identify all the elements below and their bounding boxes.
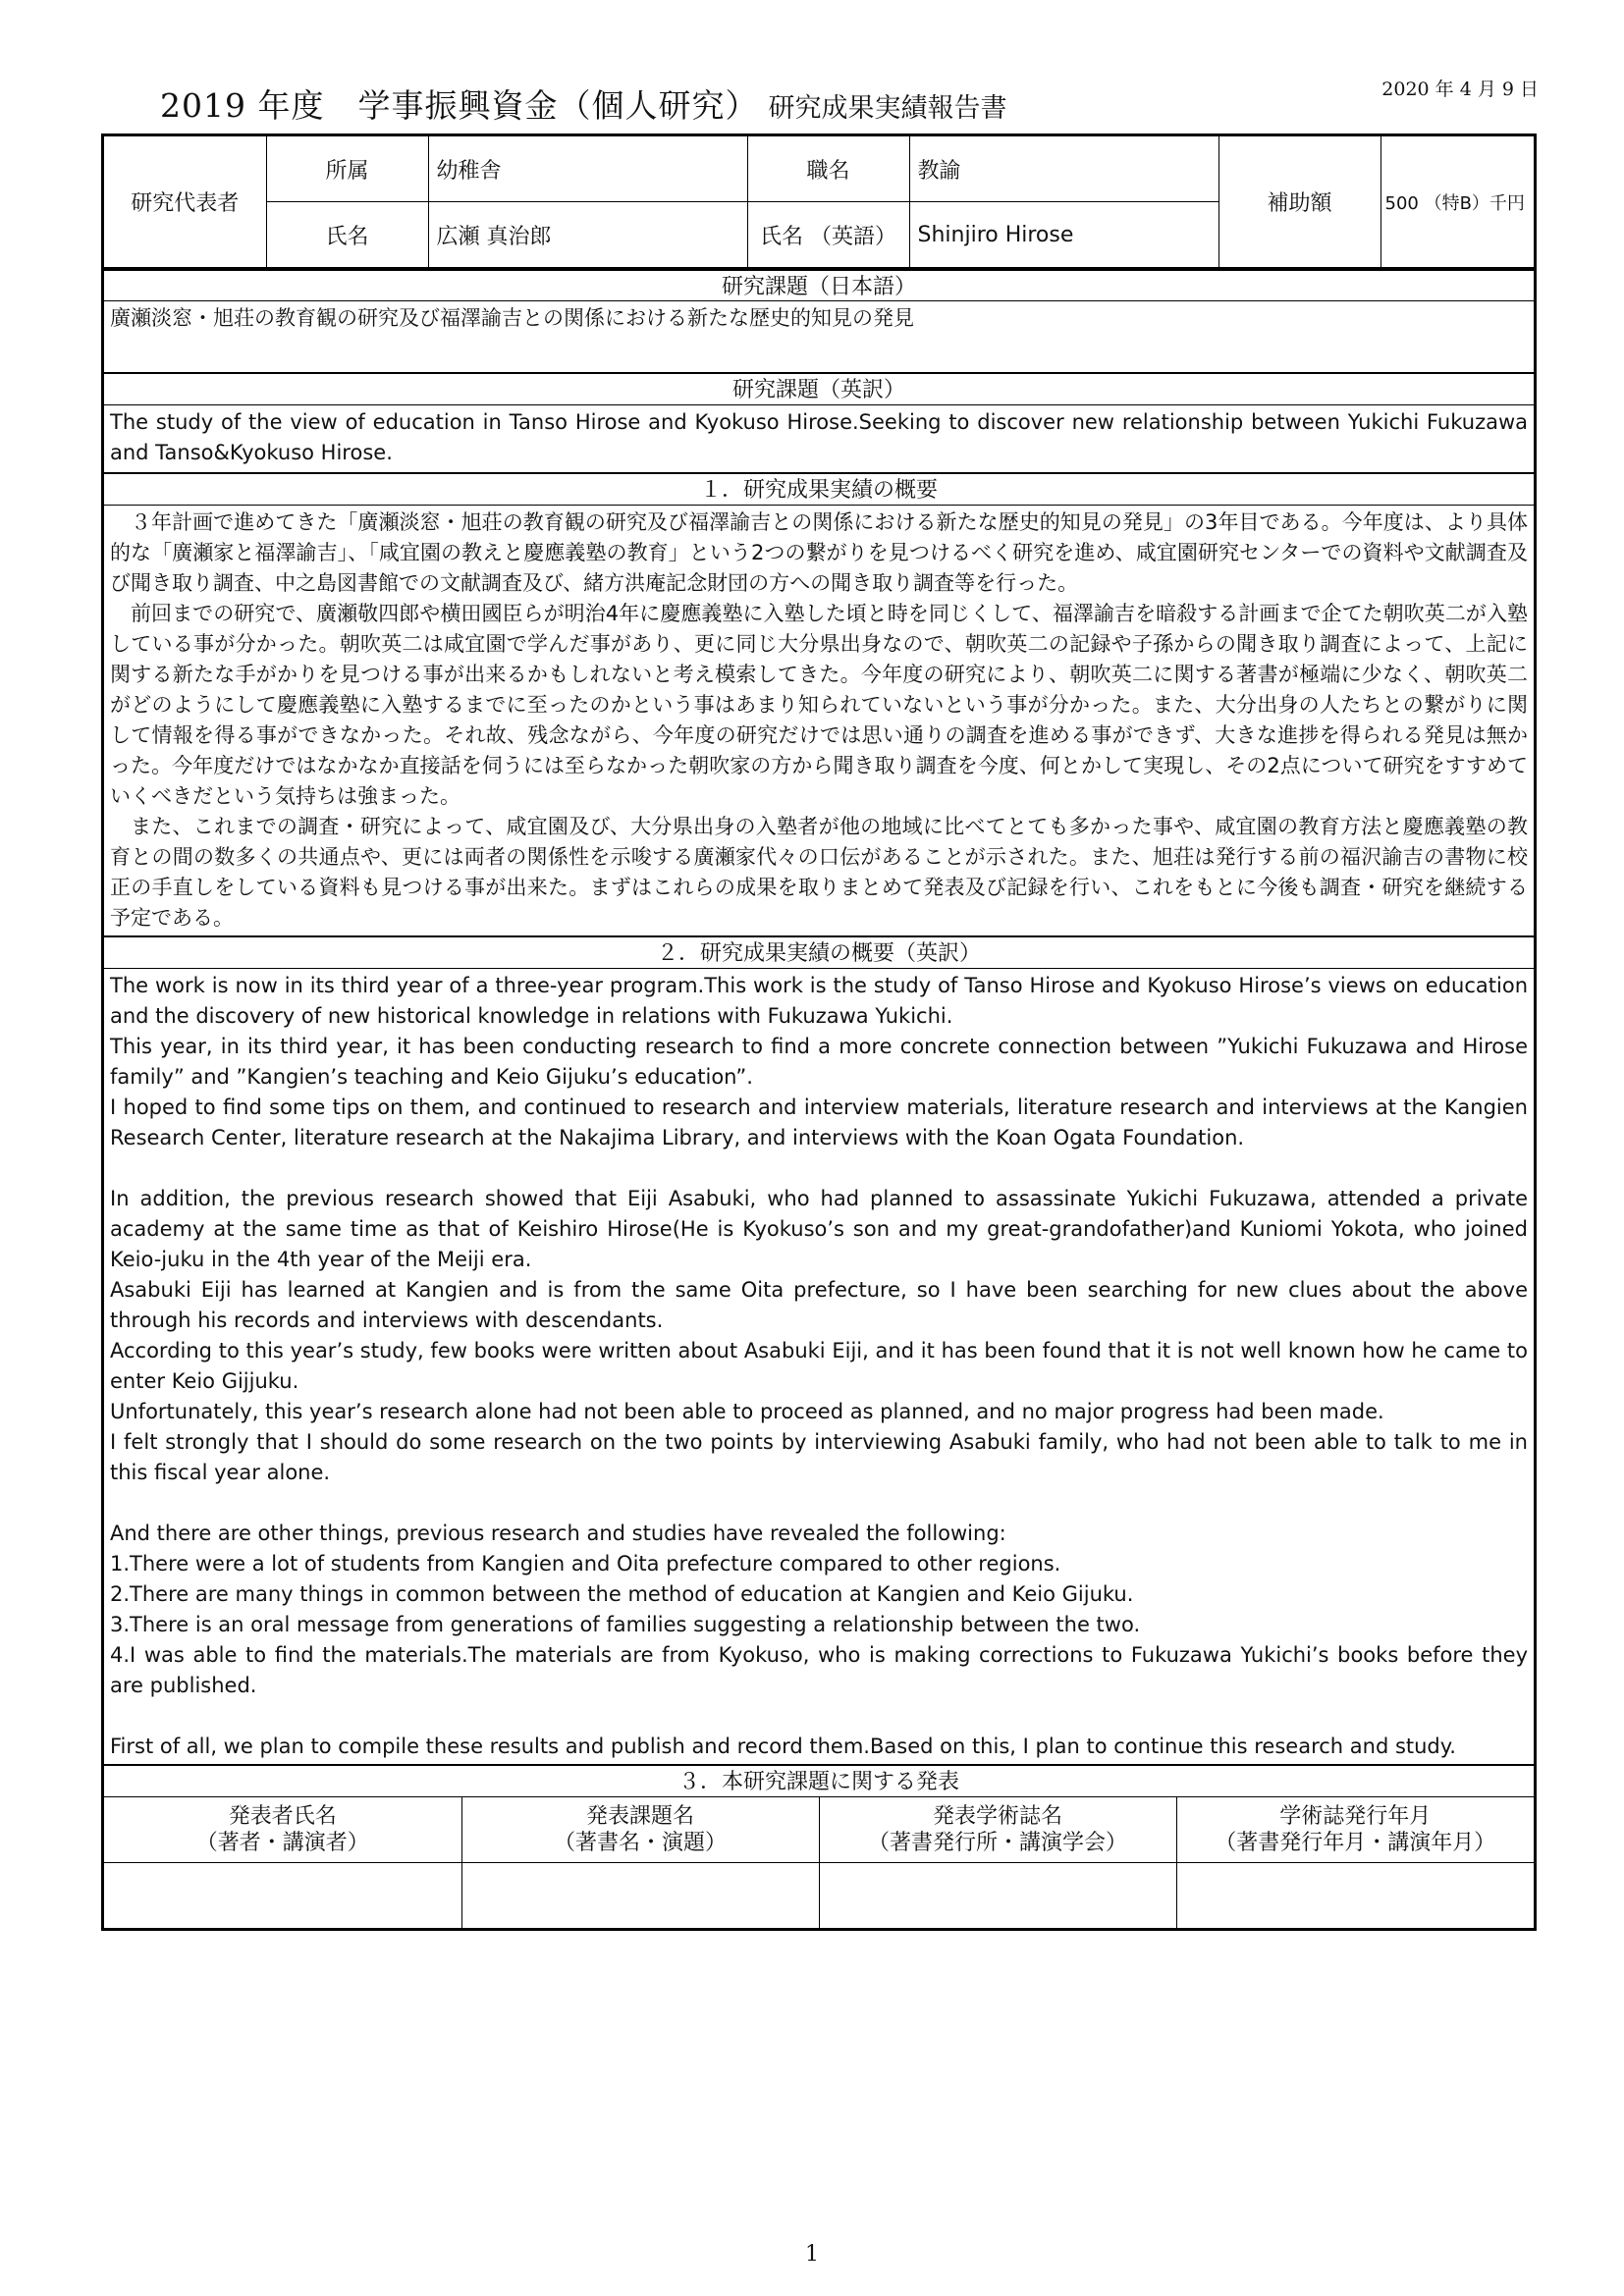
header-table [104,136,1534,268]
affiliation-value: 幼稚舎 [428,136,747,202]
publications-label: ３．本研究課題に関する発表 [104,1764,1534,1797]
name-en-value: Shinjiro Hirose [909,202,1218,268]
name-label: 氏名 [266,202,428,268]
affiliation-label: 所属 [266,136,428,202]
title-main: 2019 年度 学事振興資金（個人研究） [160,86,759,125]
pub-col-journal: 発表学術誌名 （著書発行所・講演学会） [819,1797,1176,1863]
page-number: 1 [805,2242,819,2267]
name-value: 広瀬 真治郎 [428,202,747,268]
page-title [160,80,1006,127]
position-label: 職名 [747,136,909,202]
summary-en-paragraph: This year, in its third year, it has been conducting research to find a more concrete connection between ”Yukichi Fukuzawa and Hirose family” and ”Kangien’s teaching and Keio Gijuku’s education”. [110,1035,1528,1089]
summary-jp-label: １．研究成果実績の概要 [104,472,1534,506]
theme-jp-text: 廣瀬淡窓・旭荘の教育観の研究及び福澤諭吉との関係における新たな歴史的知見の発見 [110,306,914,330]
summary-jp-paragraph: ３年計画で進めてきた「廣瀬淡窓・旭荘の教育観の研究及び福澤諭吉との関係における新たな歴史的知見の発見」の3年目である。今年度は、より具体的な「廣瀬家と福澤諭吉」、「咸宜園の教えと慶應義塾の教育」という2つの繋がりを見つけるべく研究を進め、咸宜園研究センターでの資料や文献調査及び聞き取り調査、中之島図書館での文献調査及び、緒方洪庵記念財団の方への聞き取り調査等を行った。 [110,510,1528,595]
summary-en-paragraph: I felt strongly that I should do some research on the two points by interviewing Asabuki family, who had not been able to talk to me in this fiscal year alone. [110,1430,1528,1484]
summary-en-paragraph: First of all, we plan to compile these results and publish and record them.Based on this, I plan to continue this research and study. [110,1735,1456,1758]
summary-en-paragraph: And there are other things, previous research and studies have revealed the following: [110,1522,1006,1545]
report-form [101,133,1537,1931]
summary-en-paragraph: According to this year’s study, few books were written about Asabuki Eiji, and it has been found that it is not well known how he came to enter Keio Gijjuku. [110,1339,1528,1393]
summary-en-paragraph: The work is now in its third year of a three-year program.This work is the study of Tanso Hirose and Kyokuso Hirose’s views on education and the discovery of new historical knowledge in relations with Fukuzawa Yukichi. [110,974,1528,1028]
summary-en-paragraph: Asabuki Eiji has learned at Kangien and is from the same Oita prefecture, so I have been searching for new clues about the above through his records and interviews with descendants. [110,1278,1528,1332]
pub-cell-empty [1176,1863,1534,1929]
summary-en-paragraph [110,1488,1528,1519]
pub-col-title: 発表課題名 （著書名・演題） [461,1797,819,1863]
name-en-label: 氏名 （英語） [747,202,909,268]
summary-jp-paragraph: また、これまでの調査・研究によって、咸宜園及び、大分県出身の入塾者が他の地域に比べてとても多かった事や、咸宜園の教育方法と慶應義塾の教育との間の数多くの共通点や、更には両者の関係性を示唆する廣瀬家代々の口伝があることが示された。また、旭荘は発行する前の福沢諭吉の書物に校正の手直しをしている資料も見つける事が出来た。まずはこれらの成果を取りまとめて発表及び記録を行い、これをもとに今後も調査・研究を継続する予定である。 [110,815,1528,930]
publications-table [104,1797,1534,1928]
pub-cell-empty [104,1863,461,1929]
title-sub: 研究成果実績報告書 [768,93,1007,124]
position-value: 教諭 [909,136,1218,202]
grant-label: 補助額 [1218,136,1380,268]
summary-en-paragraph: 4.I was able to find the materials.The materials are from Kyokuso, who is making corrections to Fukuzawa Yukichi’s books before they are published. [110,1643,1528,1697]
summary-en-paragraph: Unfortunately, this year’s research alone had not been able to proceed as planned, and no major progress had been made. [110,1400,1384,1423]
report-date: 2020 年 4 月 9 日 [1381,79,1539,100]
grant-value: 500 （特B）千円 [1380,136,1534,268]
summary-en-paragraph: 1.There were a lot of students from Kangien and Oita prefecture compared to other regions. [110,1552,1061,1575]
theme-en-label: 研究課題（英訳） [104,372,1534,405]
theme-jp-label: 研究課題（日本語） [104,268,1534,301]
summary-jp-text [104,506,1534,935]
pub-col-presenter: 発表者氏名 （著者・講演者） [104,1797,461,1863]
representative-label: 研究代表者 [104,136,266,268]
summary-en-paragraph: 2.There are many things in common between the method of education at Kangien and Keio Gijuku. [110,1582,1134,1606]
summary-en-label: ２．研究成果実績の概要（英訳） [104,935,1534,969]
pub-cell-empty [461,1863,819,1929]
pub-col-date: 学術誌発行年月 （著書発行年月・講演年月） [1176,1797,1534,1863]
summary-en-paragraph: 3.There is an oral message from generations of families suggesting a relationship between the two. [110,1613,1141,1636]
summary-en-paragraph [110,1701,1528,1732]
theme-en-text: The study of the view of education in Tanso Hirose and Kyokuso Hirose.Seeking to discover new relationship between Yukichi Fukuzawa and Tanso&Kyokuso Hirose. [110,410,1528,464]
summary-en-paragraph: In addition, the previous research showed that Eiji Asabuki, who had planned to assassinate Yukichi Fukuzawa, attended a private academy at the same time as that of Keishiro Hirose(He is Kyokuso’s son and my great-grandofather)and Kuniomi Yokota, who joined Keio-juku in the 4th year of the Meiji era. [110,1187,1528,1271]
summary-en-text [104,969,1534,1764]
summary-jp-paragraph: 前回までの研究で、廣瀬敬四郎や横田國臣らが明治4年に慶應義塾に入塾した頃と時を同じくして、福澤諭吉を暗殺する計画まで企てた朝吹英二が入塾している事が分かった。朝吹英二は咸宜園で学んだ事があり、更に同じ大分県出身なので、朝吹英二の記録や子孫からの聞き取り調査によって、上記に関する新たな手がかりを見つける事が出来るかもしれないと考え模索してきた。今年度の研究により、朝吹英二に関する著書が極端に少なく、朝吹英二がどのようにして慶應義塾に入塾するまでに至ったのかという事はあまり知られていないという事が分かった。また、大分出身の人たちとの繋がりに関して情報を得る事ができなかった。それ故、残念ながら、今年度の研究だけでは思い通りの調査を進める事ができず、大きな進捗を得られる発見は無かった。今年度だけではなかなか直接話を伺うには至らなかった朝吹家の方から聞き取り調査を今度、何とかして実現し、その2点について研究をすすめていくべきだという気持ちは強まった。 [110,602,1528,808]
summary-en-paragraph [110,1153,1528,1184]
summary-en-paragraph: I hoped to find some tips on them, and continued to research and interview materials, literature research and interviews at the Kangien Research Center, literature research at the Nakajima Library, and interviews with the Koan Ogata Foundation. [110,1095,1528,1149]
pub-cell-empty [819,1863,1176,1929]
